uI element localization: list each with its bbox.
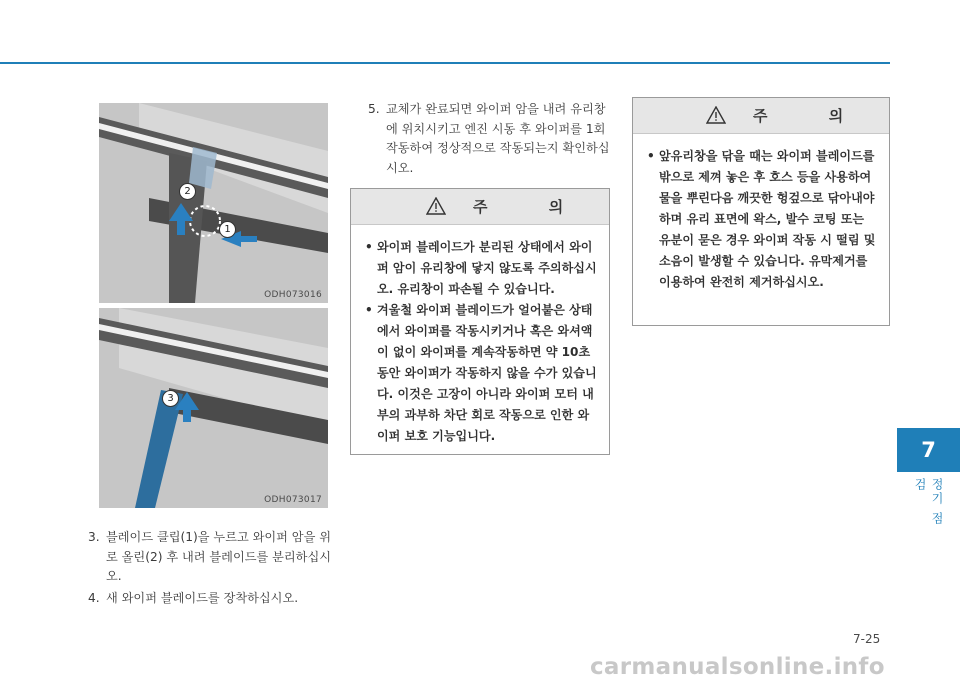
step-4	[88, 589, 333, 609]
step-5	[368, 100, 613, 178]
figure-code: ODH073017	[264, 495, 322, 505]
warning-triangle-icon	[706, 106, 726, 124]
callout-1: 1	[219, 221, 236, 238]
caution-item: • 앞유리창을 닦을 때는 와이퍼 블레이드를 밖으로 제껴 놓은 후 호스 등을 사용하여 물을 뿌린다음 깨끗한 헝겊으로 닦아내야 하며 유리 표면에 왁스, 발수 코팅 또는 유분이 묻은 경우 와이퍼 작동 시 떨림 및 소음이 발생할 수 있습니다. 유막제거를 이용하여 완전히 제거하십시오.	[647, 149, 876, 289]
step-number: 3.	[88, 530, 100, 544]
page-number: 7-25	[853, 632, 881, 646]
caution-header	[633, 98, 889, 134]
caution-header	[351, 189, 609, 225]
wiper-illustration-1	[99, 103, 328, 303]
step-text: 교체가 완료되면 와이퍼 암을 내려 유리창에 위치시키고 엔진 시동 후 와이퍼를 1회 작동하여 정상적으로 작동되는지 확인하십시오.	[386, 102, 610, 175]
callout-2: 2	[179, 183, 196, 200]
caution-item: • 겨울철 와이퍼 블레이드가 얼어붙은 상태에서 와이퍼를 작동시키거나 혹은 와셔액이 없이 와이퍼를 계속작동하면 약 10초동안 와이퍼가 작동하지 않을 수가 있습니다. 이것은 고장이 아니라 와이퍼 모터 내부의 과부하 차단 회로 작동으로 인한 와이퍼 보호 기능입니다.	[365, 303, 597, 443]
figure-code: ODH073016	[264, 290, 322, 300]
step-text: 블레이드 클립(1)을 누르고 와이퍼 암을 위로 올린(2) 후 내려 블레이드를 분리하십시오.	[106, 530, 332, 583]
header-rule	[0, 62, 890, 64]
callout-3: 3	[162, 390, 179, 407]
step-number: 5.	[368, 102, 380, 116]
step-3	[88, 528, 333, 587]
caution-title: 주 의	[473, 198, 592, 216]
chapter-tab[interactable]: 7	[897, 428, 960, 472]
chapter-title: 정기 점검	[913, 478, 944, 526]
warning-triangle-icon	[426, 197, 446, 215]
caution-box-wiper-arm	[350, 188, 610, 455]
caution-box-windshield-cleaning	[632, 97, 890, 326]
figure-wiper-arm-lower	[99, 308, 328, 508]
step-text: 새 와이퍼 블레이드를 장착하십시오.	[106, 591, 299, 605]
watermark: carmanualsonline.info	[590, 654, 885, 680]
step-number: 4.	[88, 591, 100, 605]
wiper-illustration-2	[99, 308, 328, 508]
figure-wiper-clip-release	[99, 103, 328, 303]
caution-item: • 와이퍼 블레이드가 분리된 상태에서 와이퍼 암이 유리창에 닿지 않도록 주의하십시오. 유리창이 파손될 수 있습니다.	[365, 240, 597, 296]
caution-title: 주 의	[753, 107, 872, 125]
